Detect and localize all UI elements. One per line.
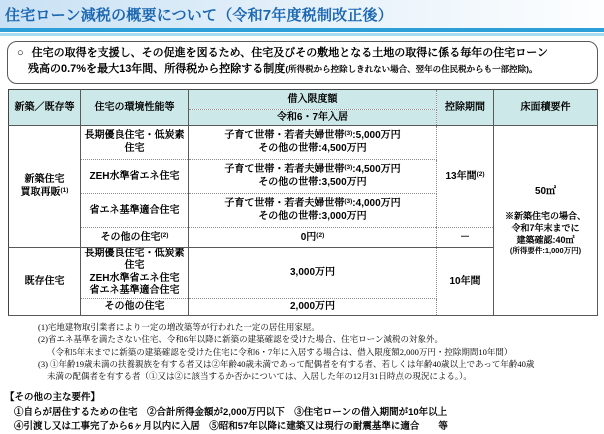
loan-deduction-table [8,89,598,316]
header-borrowing-limit: 借入限度額 [189,89,437,109]
table-row [9,125,598,159]
header-floor-area: 床面積要件 [494,89,598,125]
title-bar [0,0,604,28]
existing-housing-cell: 既存住宅 [9,247,81,315]
floor-area-main: 50㎡ [534,185,557,197]
header-env-performance: 住宅の環境性能等 [81,89,189,125]
env-cell: 省エネ基準適合住宅 [81,193,189,227]
footnote-3: (3) ①年齢19歳未満の扶養親族を有する者又は②年齢40歳未満であって配偶者を有する者、若しくは年齢40歳以上であって年齢40歳 [38,358,535,369]
other-requirements [5,391,604,434]
footnote-ref-2: (2) [316,231,325,239]
limit-cell: 2,000万円 [189,298,437,315]
summary-line2-main: 残高の0.7%を最大13年間、所得税から控除する制度 [28,62,286,75]
new-housing-label-2: 買取再販$^{(1)}$ [20,187,69,199]
footnote-ref-3: (3) [344,130,353,138]
footnote-ref-2: (2) [476,170,485,178]
requirements-heading: 【その他の主な要件】 [5,392,101,404]
header-move-in-years: 令和6・7年入居 [189,109,437,125]
requirements-line-1: ①自らが居住するための住宅 ②合計所得金額が2,000万円以下 ③住宅ローンの借入期間が10年以上 [14,406,448,418]
footnote-ref-2: (2) [160,231,169,239]
circle-bullet: ○ [17,47,24,59]
limit-cell: 3,000万円 [189,247,437,298]
env-cell: ZEH水準省エネ住宅 [81,159,189,193]
env-cell-existing: 長期優良住宅・低炭素住宅 ZEH水準省エネ住宅 省エネ基準適合住宅 [81,247,189,298]
limit-cell [189,159,437,193]
footnote-1: (1)宅地建物取引業者により一定の増改築等が行われた一定の居住用家屋。 [38,321,320,332]
summary-line1 [17,46,589,62]
footnote-2-cont: （令和5年末までに新築の建築確認を受けた住宅に令和6・7年に入居する場合は、借入限度額2,000万円・控除期間10年間） [47,346,513,357]
title-underline-cyan [0,33,604,36]
floor-area-note: ※新築住宅の場合、 令和7年末までに 建築確認:40㎡ (所得要件:1,000万円) [504,210,586,256]
footnote-ref-3: (3) [344,164,353,172]
header-new-existing: 新築／既存等 [9,89,81,125]
env-cell-other: その他の住宅$^{(2)}$ [81,227,189,247]
footnote-2: (2)省エネ基準を満たさない住宅、令和6年以降に新築の建築確認を受けた場合、住宅ローン減税の対象外。 [38,334,443,345]
footnotes [38,321,604,383]
summary-box [7,41,598,84]
period-10yr-cell: 10年間 [437,247,494,315]
summary-line1-text: 住宅の取得を支援し、その促進を図るため、住宅及びその敷地となる土地の取得に係る毎年の住宅ローン [31,47,548,59]
summary-line2-note: (所得税から控除しきれない場合、翌年の住民税からも一部控除)。 [285,63,538,74]
limit-cell [189,125,437,159]
requirements-line-2: ④引渡し又は工事完了から6ヶ月以内に入居 ⑤昭和57年以降に建築又は現行の耐震基準に適合 等 [14,420,448,432]
limit-cell-zero: 0円$^{(2)}$ [189,227,437,247]
period-none-cell: － [437,227,494,247]
header-deduction-period: 控除期間 [437,89,494,125]
period-13yr-cell: 13年間$^{(2)}$ [437,125,494,227]
limit-line-2: その他の世帯:3,500万円 [258,177,367,189]
limit-line-2: その他の世帯:4,500万円 [258,143,367,155]
floor-area-cell [494,125,598,315]
new-housing-cell [9,125,81,247]
footnote-3-cont: 未満の配偶者を有する者（①又は②に該当するか否かについては、入居した年の12月31日時点の現況による。）。 [47,371,472,382]
footnote-ref-3: (3) [344,198,353,206]
limit-cell [189,193,437,227]
new-housing-label-1: 新築住宅 [24,174,65,186]
limit-line-1: 子育て世帯・若者夫婦世帯$^{(3)}$:4,500万円 [224,164,401,176]
summary-line2 [17,62,589,78]
env-cell: 長期優良住宅・低炭素住宅 [81,125,189,159]
limit-line-1: 子育て世帯・若者夫婦世帯$^{(3)}$:5,000万円 [224,130,401,142]
env-cell-other-existing: その他の住宅 [81,298,189,315]
footnote-ref-1: (1) [60,187,69,195]
limit-line-1: 子育て世帯・若者夫婦世帯$^{(3)}$:4,000万円 [224,198,401,210]
limit-line-2: その他の世帯:3,000万円 [258,211,367,223]
page-title: 住宅ローン減税の概要について（令和7年度税制改正後） [5,6,393,24]
